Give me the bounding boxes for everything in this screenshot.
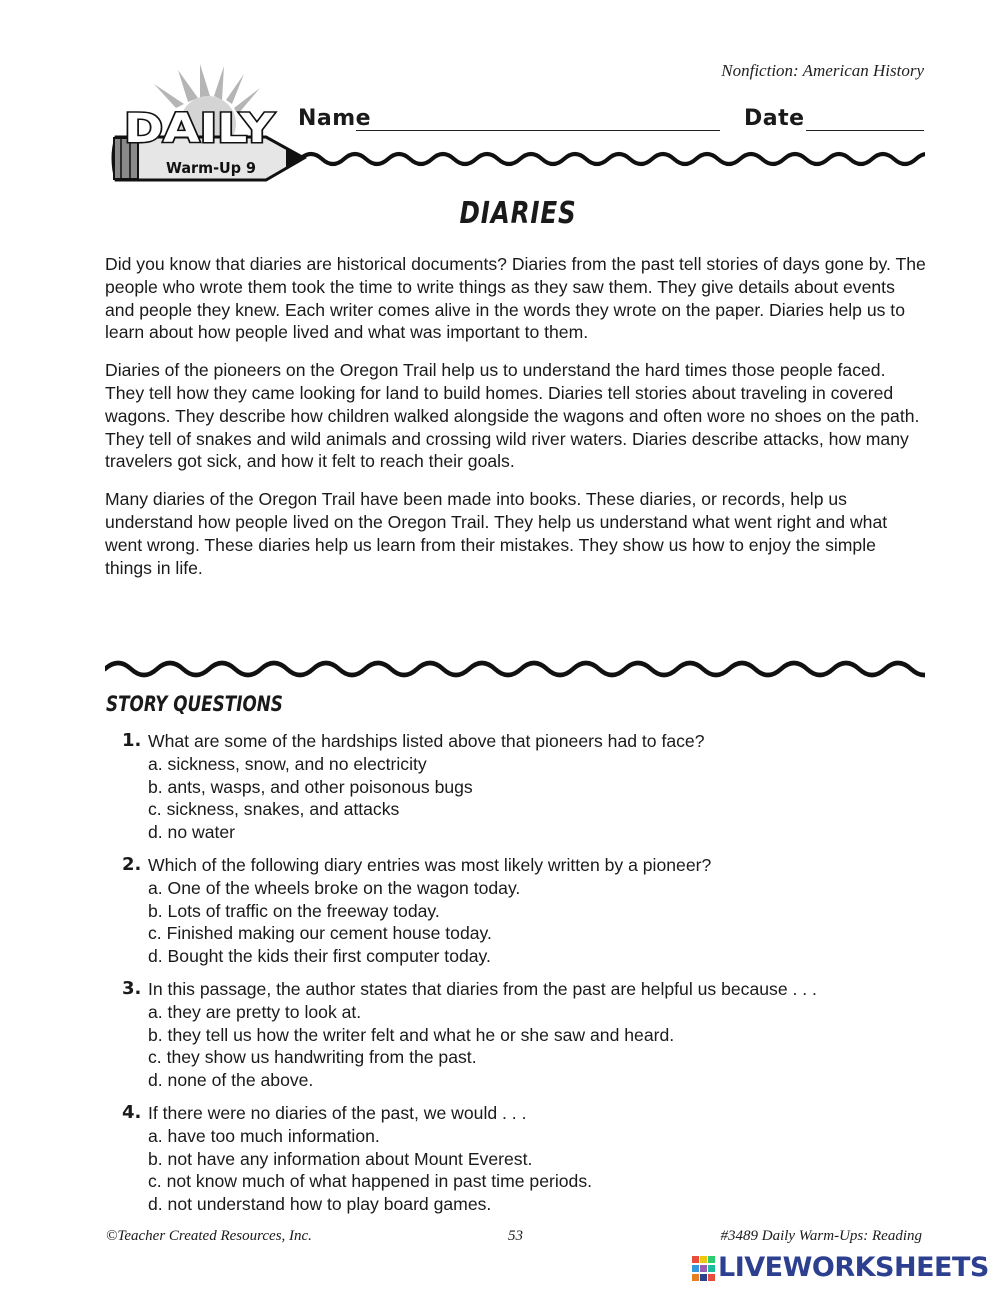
answer-option[interactable]: c. they show us handwriting from the past. — [148, 1047, 477, 1068]
question-number: 3. — [122, 977, 142, 999]
answer-option[interactable]: b. not have any information about Mount Everest. — [148, 1148, 533, 1169]
date-field[interactable] — [806, 130, 924, 131]
liveworksheets-watermark: LIVEWORKSHEETS — [718, 1252, 989, 1283]
page-title: DIARIES — [459, 196, 577, 231]
passage-paragraph-3: Many diaries of the Oregon Trail have been made into books. These diaries, or records, help us understand how people lived on the Oregon Trail. They help us understand what went right and what went wrong. These diaries help us learn from their mistakes. They show us how to enjoy the simple things in life. — [105, 489, 888, 578]
question-4 — [122, 1102, 922, 1216]
answer-option[interactable]: c. sickness, snakes, and attacks — [148, 799, 400, 820]
wavy-divider-middle — [105, 654, 925, 684]
answer-option[interactable]: d. Bought the kids their first computer today. — [148, 946, 491, 967]
question-3 — [122, 978, 922, 1092]
passage-paragraph-2: Diaries of the pioneers on the Oregon Trail help us to understand the hard times those people faced. They tell how they came looking for land to build homes. Diaries tell stories about traveling in covered wagons. They describe how children walked alongside the wagons and often wore no shoes on the path. They tell of snakes and wild animals and crossing wild river waters. Diaries describe attacks, how many travelers got sick, and how it felt to reach their goals. — [105, 360, 920, 472]
category-label: Nonfiction: American History — [721, 61, 924, 80]
name-field[interactable] — [356, 130, 720, 131]
answer-option[interactable]: a. One of the wheels broke on the wagon today. — [148, 877, 521, 898]
answer-option[interactable]: a. have too much information. — [148, 1125, 380, 1146]
answer-option[interactable]: b. ants, wasps, and other poisonous bugs — [148, 776, 473, 797]
question-1 — [122, 730, 922, 844]
liveworksheets-logo-icon — [692, 1256, 716, 1282]
wavy-divider-top — [300, 146, 925, 172]
question-number: 1. — [122, 730, 142, 751]
question-number: 4. — [122, 1101, 142, 1123]
question-text: Which of the following diary entries was most likely written by a pioneer? — [148, 854, 712, 875]
reading-passage — [105, 253, 927, 594]
questions-list — [122, 730, 922, 1226]
logo-word: DAILY — [124, 106, 276, 152]
logo-subtitle: Warm-Up 9 — [166, 159, 256, 177]
question-text: What are some of the hardships listed above that pioneers had to face? — [148, 731, 705, 751]
answer-option[interactable]: a. they are pretty to look at. — [148, 1001, 362, 1022]
date-label: Date — [744, 106, 805, 131]
answer-option[interactable]: c. Finished making our cement house today. — [148, 923, 492, 944]
footer-copyright: ©Teacher Created Resources, Inc. — [106, 1228, 312, 1244]
answer-option[interactable]: d. none of the above. — [148, 1070, 314, 1091]
question-number: 2. — [122, 853, 142, 875]
question-2 — [122, 854, 922, 968]
footer-page-number: 53 — [508, 1228, 523, 1244]
story-questions-title: STORY QUESTIONS — [106, 692, 283, 716]
answer-option[interactable]: b. they tell us how the writer felt and what he or she saw and heard. — [148, 1024, 675, 1045]
answer-option[interactable]: b. Lots of traffic on the freeway today. — [148, 900, 440, 921]
passage-paragraph-1: Did you know that diaries are historical documents? Diaries from the past tell stories of days gone by. The people who wrote them took the time to write things as they saw them. They give details about events and people they knew. Each writer comes alive in the words they wrote on the paper. Diaries help us to learn about how people lived and what was important to them. — [105, 254, 926, 343]
daily-warmup-logo — [108, 62, 313, 187]
answer-option[interactable]: a. sickness, snow, and no electricity — [148, 753, 427, 774]
name-label: Name — [298, 106, 372, 131]
answer-option[interactable]: d. not understand how to play board games. — [148, 1194, 492, 1215]
footer-book-title: #3489 Daily Warm-Ups: Reading — [720, 1228, 922, 1244]
answer-option[interactable]: c. not know much of what happened in past time periods. — [148, 1171, 593, 1192]
question-text: If there were no diaries of the past, we would . . . — [148, 1102, 527, 1123]
answer-option[interactable]: d. no water — [148, 822, 236, 843]
question-text: In this passage, the author states that diaries from the past are helpful us because . . . — [148, 978, 817, 999]
